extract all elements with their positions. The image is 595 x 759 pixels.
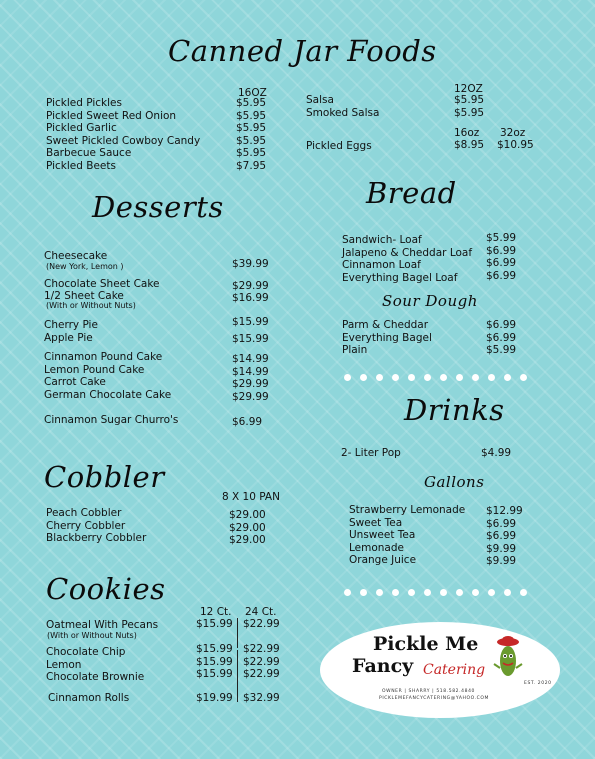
menu-item-name: Cherry Cobbler	[46, 519, 126, 532]
menu-item-price: $9.99	[486, 542, 517, 555]
menu-item-price: $6.99	[486, 244, 517, 257]
menu-item-name: German Chocolate Cake	[44, 388, 172, 401]
salsa-prices	[454, 94, 484, 119]
menu-item-price: $15.99	[196, 655, 233, 668]
menu-item-name: Cherry Pie	[44, 319, 98, 331]
menu-item-price: $5.95	[454, 94, 485, 106]
menu-item-name: Pickled Sweet Red Onion	[46, 109, 177, 122]
menu-item-name: Apple Pie	[44, 332, 93, 344]
menu-item-price: $16.99	[232, 292, 269, 304]
menu-item-price: $15.99	[232, 316, 269, 328]
menu-item-name: Chocolate Sheet Cake	[44, 278, 160, 290]
menu-item-name: Strawberry Lemonade	[349, 504, 466, 516]
menu-item-name: Chocolate Chip	[46, 646, 126, 658]
bread-title: Bread	[366, 176, 457, 210]
cake-names	[44, 351, 171, 401]
menu-item-price: $22.99	[243, 655, 280, 668]
menu-item-price: $29.00	[229, 509, 266, 521]
menu-item-name: 1/2 Sheet Cake	[44, 290, 124, 302]
column-divider	[237, 618, 238, 648]
cookie-prices-24	[243, 643, 280, 681]
menu-item-price: $5.95	[236, 122, 267, 134]
logo-email: PICKLEMEFANCYCATERING@YAHOO.COM	[379, 696, 490, 701]
cobbler-names	[46, 507, 146, 545]
menu-item-price: $39.99	[232, 258, 269, 270]
menu-item-name: Cinnamon Loaf	[342, 259, 421, 271]
menu-item-price: $15.99	[196, 618, 233, 630]
dot-divider	[344, 374, 527, 381]
cookie-names	[46, 646, 144, 684]
cobbler-prices	[229, 509, 266, 547]
menu-item-name: Sweet Tea	[349, 516, 403, 529]
menu-item-price: $5.95	[236, 134, 267, 147]
salsa-size-header: 12OZ	[454, 83, 483, 95]
menu-item-price: $14.99	[232, 365, 269, 378]
logo-owner: OWNER | SHARRY | 518.582.4840	[382, 689, 476, 694]
menu-item-price: $6.99	[486, 257, 517, 269]
menu-item-price: $6.99	[486, 269, 517, 282]
menu-item-name: Blackberry Cobbler	[46, 532, 147, 544]
menu-item-note: (With or Without Nuts)	[47, 631, 137, 640]
sour-prices	[486, 319, 516, 357]
menu-item-name: Unsweet Tea	[349, 529, 416, 541]
menu-item-price: $29.99	[232, 390, 269, 403]
menu-item-name: Parm & Cheddar	[342, 319, 429, 331]
menu-item-name: Pickled Eggs	[306, 140, 372, 152]
logo-line-1: Pickle Me	[373, 633, 479, 655]
dot-divider	[344, 589, 527, 596]
menu-item-name: Smoked Salsa	[306, 106, 380, 119]
menu-item-price: $6.99	[486, 530, 517, 542]
menu-item-price: $22.99	[243, 618, 280, 630]
menu-item-name: Pickled Garlic	[46, 122, 117, 134]
cookies-title: Cookies	[46, 572, 166, 606]
menu-item-name: Everything Bagel Loaf	[342, 271, 458, 284]
menu-item-price: $9.99	[486, 555, 517, 567]
menu-item-name: Pickled Beets	[46, 159, 116, 172]
cookie-prices-12	[196, 643, 233, 681]
menu-item-price: $5.99	[486, 232, 517, 244]
logo-line-2: Fancy	[352, 655, 414, 677]
menu-item-name: Everything Bagel	[342, 331, 432, 344]
menu-item-price: $29.99	[232, 280, 269, 292]
menu-item-name: Cinnamon Pound Cake	[44, 351, 163, 363]
menu-item-name: Peach Cobbler	[46, 507, 122, 519]
menu-item-name: Plain	[342, 344, 368, 356]
menu-item-price: $15.99	[232, 333, 269, 345]
menu-item-price: $6.99	[232, 416, 263, 428]
canned-jar-foods-title: Canned Jar Foods	[168, 34, 437, 68]
cobbler-pan-header: 8 X 10 PAN	[222, 491, 280, 503]
menu-item-price: $12.99	[486, 505, 523, 517]
menu-item-price: $32.99	[243, 692, 280, 704]
gallon-prices	[486, 505, 523, 568]
canned-size-header: 16OZ	[238, 87, 267, 99]
menu-item-name: Lemon	[46, 658, 82, 671]
cobbler-title: Cobbler	[44, 460, 165, 494]
menu-item-name: Sandwich- Loaf	[342, 234, 422, 246]
menu-item-name: Jalapeno & Cheddar Loaf	[342, 246, 473, 259]
gallons-title: Gallons	[424, 473, 485, 491]
menu-item-price: $6.99	[486, 331, 517, 344]
cookies-header-12: 12 Ct.	[200, 606, 232, 618]
menu-item-name: Oatmeal With Pecans	[46, 619, 159, 631]
bread-prices	[486, 232, 516, 282]
menu-item-price: $15.99	[196, 668, 233, 680]
sour-dough-title: Sour Dough	[382, 292, 478, 310]
menu-item-price: $5.95	[236, 97, 267, 109]
menu-item-price: $8.95	[454, 139, 485, 151]
salsa-names	[306, 94, 379, 119]
menu-item-name: Lemon Pound Cake	[44, 363, 145, 376]
drinks-title: Drinks	[404, 393, 505, 427]
menu-item-price: $10.95	[497, 139, 534, 151]
menu-item-price: $4.99	[481, 447, 512, 459]
eggs-size-header-16: 16oz	[454, 127, 480, 139]
menu-item-price: $14.99	[232, 353, 269, 365]
menu-item-name: Cinnamon Sugar Churro's	[44, 414, 179, 426]
column-divider	[237, 650, 238, 702]
menu-item-price: $5.95	[236, 147, 267, 159]
menu-item-name: 2- Liter Pop	[341, 447, 401, 459]
bread-names	[342, 234, 472, 284]
menu-item-name: Carrot Cake	[44, 376, 106, 388]
menu-item-note: (With or Without Nuts)	[46, 301, 136, 310]
menu-item-name: Cheesecake	[44, 250, 108, 262]
menu-item-name: Chocolate Brownie	[46, 671, 145, 683]
gallon-names	[349, 504, 465, 567]
canned-item-names	[46, 97, 200, 172]
menu-item-price: $5.99	[486, 344, 517, 356]
eggs-size-header-32: 32oz	[500, 127, 526, 139]
menu-item-name: Pickled Pickles	[46, 97, 122, 109]
logo-est: EST. 2020	[524, 681, 552, 686]
menu-item-price: $6.99	[486, 319, 517, 331]
menu-item-price: $22.99	[243, 668, 280, 680]
sour-names	[342, 319, 432, 357]
menu-item-name: Lemonade	[349, 541, 404, 554]
menu-item-price: $15.99	[196, 643, 233, 655]
desserts-title: Desserts	[92, 190, 224, 224]
menu-item-name: Cinnamon Rolls	[48, 692, 130, 704]
cookies-header-24: 24 Ct.	[245, 606, 277, 618]
cake-prices	[232, 353, 269, 403]
menu-item-name: Salsa	[306, 94, 334, 106]
menu-item-price: $29.00	[229, 534, 266, 546]
canned-item-prices	[236, 97, 266, 172]
menu-item-price: $5.95	[236, 109, 267, 122]
menu-item-price: $5.95	[454, 106, 485, 119]
menu-item-price: $6.99	[486, 517, 517, 530]
menu-item-name: Sweet Pickled Cowboy Candy	[46, 134, 201, 147]
menu-item-price: $29.00	[229, 521, 266, 534]
menu-item-name: Barbecue Sauce	[46, 147, 132, 159]
menu-item-price: $7.95	[236, 159, 267, 172]
pickle-mascot-icon	[493, 636, 523, 682]
logo-script: Catering	[423, 662, 486, 678]
menu-item-price: $19.99	[196, 692, 233, 704]
menu-item-price: $29.99	[232, 378, 269, 390]
menu-item-price: $22.99	[243, 643, 280, 655]
menu-item-name: Orange Juice	[349, 554, 417, 566]
menu-item-note: (New York, Lemon )	[46, 262, 124, 271]
